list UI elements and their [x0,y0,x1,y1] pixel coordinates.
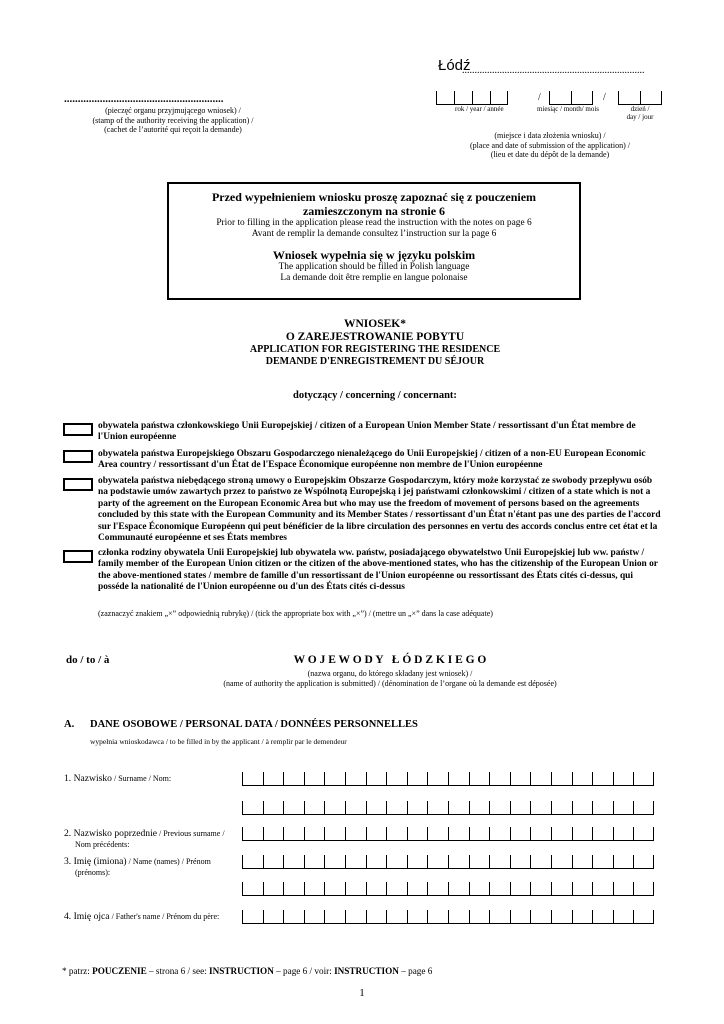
page-number: 1 [359,987,365,999]
field-surname-label: 1. Nazwisko / Surname / Nom: [64,773,172,784]
option-text-eu-citizen: obywatela państwa członkowskiego Unii Europejskiej / citizen of a European Union Member State / ressortissant d'un État membre de l'Union européenne [98,421,636,443]
date-separator: / [603,92,606,103]
field-surname-boxes-row2[interactable] [242,801,654,815]
option-text-family-member: członka rodziny obywatela Unii Europejskiej lub obywatela ww. państw, posiadającego obywatelstwo Unii Europejskiej lub ww. państw / family member of the European Union citizen or the citizen of the above-mentioned states, who has the citizenship of the European Union or the above-mentioned states / membre de famille d'un ressortissant de l'Union européenne ou ressortissant des États cités ci-dessus, qui posséde la nationalité de l'Union européenne ou d'un des États cités ci-dessus [98,548,658,593]
option-text-free-movement-citizen: obywatela państwa niebędącego stroną umowy o Europejskim Obszarze Gospodarczym, który może korzystać ze swobody przepływu osób na podstawie umów zawartych przez to państwo ze Wspólnotą Europejską i jej państwami członkowskimi / citizen of a state which is not a party of the agreement on the European Economic Area but who may use the freedom of movement of persons based on the agreements concluded by this state with the European Community and its Member States / ressortissant d'un État n'étant pas une des parties de l'accord sur l'Espace Économique Européenn qui peut bénéficier de la libre circulation des personnes en vertu des accords conclus entre cet état et la Communauté européenne et ses États membres [98,476,661,544]
authority-name: W O J E W O D Y Ł Ó D Z K I E G O [293,654,487,666]
option-checkbox-eu-citizen[interactable] [63,423,93,436]
field-previous-surname-label: 2. Nazwisko poprzednie / Previous surname / Nom précédents: [64,828,225,849]
field-names-label: 3. Imię (imiona) / Name (names) / Prénom (prénoms): [64,856,211,877]
city-label: Łódź [438,57,471,74]
option-checkbox-free-movement-citizen[interactable] [63,478,93,491]
field-fathers-name-label: 4. Imię ojca / Father's name / Prénom du pѐre: [64,911,220,922]
stamp-dotted-line: .......................................................... [64,93,224,105]
section-a-title: DANE OSOBOWE / PERSONAL DATA / DONNÉES PERSONNELLES [90,719,418,730]
place-date-label: (miejsce i data złożenia wniosku) / (place and date of submission of the application) / (lieu et date du dépôt de la demande) [470,131,630,159]
option-checkbox-eea-citizen[interactable] [63,450,93,463]
field-fathers-name-boxes[interactable] [242,910,654,924]
field-previous-surname-boxes[interactable] [242,827,654,841]
date-month-label: miesiąc / month/ mois [537,105,600,113]
date-day-label: dzień / day / jour [626,105,654,121]
date-month-boxes[interactable] [549,91,593,105]
tick-instruction: (zaznaczyć znakiem „×” odpowiednią rubrykę) / (tick the appropriate box with „×”) / (mettre un „×” dans la case adéquate) [98,609,493,618]
section-a-subtitle: wypełnia wnioskodawca / to be filled in by the applicant / à remplir par le demendeur [90,737,347,746]
section-a-letter: A. [64,719,75,730]
date-year-label: rok / year / année [455,105,504,113]
instruction-notice-box: Przed wypełnieniem wniosku proszę zapoznać się z pouczeniem zamieszczonym na stronie 6 Prior to filling in the application please read the instruction with the notes on page 6 Avant de remplir la demande consultez l’instruction sur la page 6 Wniosek wypełnia się w języku polskim The application should be filled in Polish language La demande doit être remplie en langue polonaise [167,182,581,300]
stamp-label: (pieczęć organu przyjmującego wniosek) / (stamp of the authority receiving the application) / (cachet de l’autorité qui reçoit la demande) [92,106,254,134]
date-year-boxes[interactable] [436,91,508,105]
authority-note: (nazwa organu, do którego składany jest wniosek) / (name of authority the application is submitted) / (dénomination de l’organe où la demande est déposée) [223,669,557,688]
date-day-boxes[interactable] [618,91,662,105]
field-surname-boxes-row1[interactable] [242,772,654,786]
field-names-boxes-row2[interactable] [242,882,654,896]
concerning-label: dotyczący / concerning / concernant: [293,390,457,401]
footnote: * patrz: POUCZENIE – strona 6 / see: INSTRUCTION – page 6 / voir: INSTRUCTION – page 6 [62,966,433,976]
date-separator: / [538,92,541,103]
option-checkbox-family-member[interactable] [63,550,93,563]
city-dotted-line: ......................................................................... [462,65,645,76]
to-label: do / to / à [66,654,110,666]
option-text-eea-citizen: obywatela państwa Europejskiego Obszaru Gospodarczego nienależącego do Unii Europejskiej / citizen of a non-EU European Economic Area country / ressortissant d'un État de l'Espace Économique européenne non membre de l'Union européenne [98,449,646,471]
field-names-boxes-row1[interactable] [242,855,654,869]
form-title: WNIOSEK* O ZAREJESTROWANIE POBYTU APPLICATION FOR REGISTERING THE RESIDENCE DEMANDE D'ENREGISTREMENT DU SÉJOUR [249,318,501,367]
